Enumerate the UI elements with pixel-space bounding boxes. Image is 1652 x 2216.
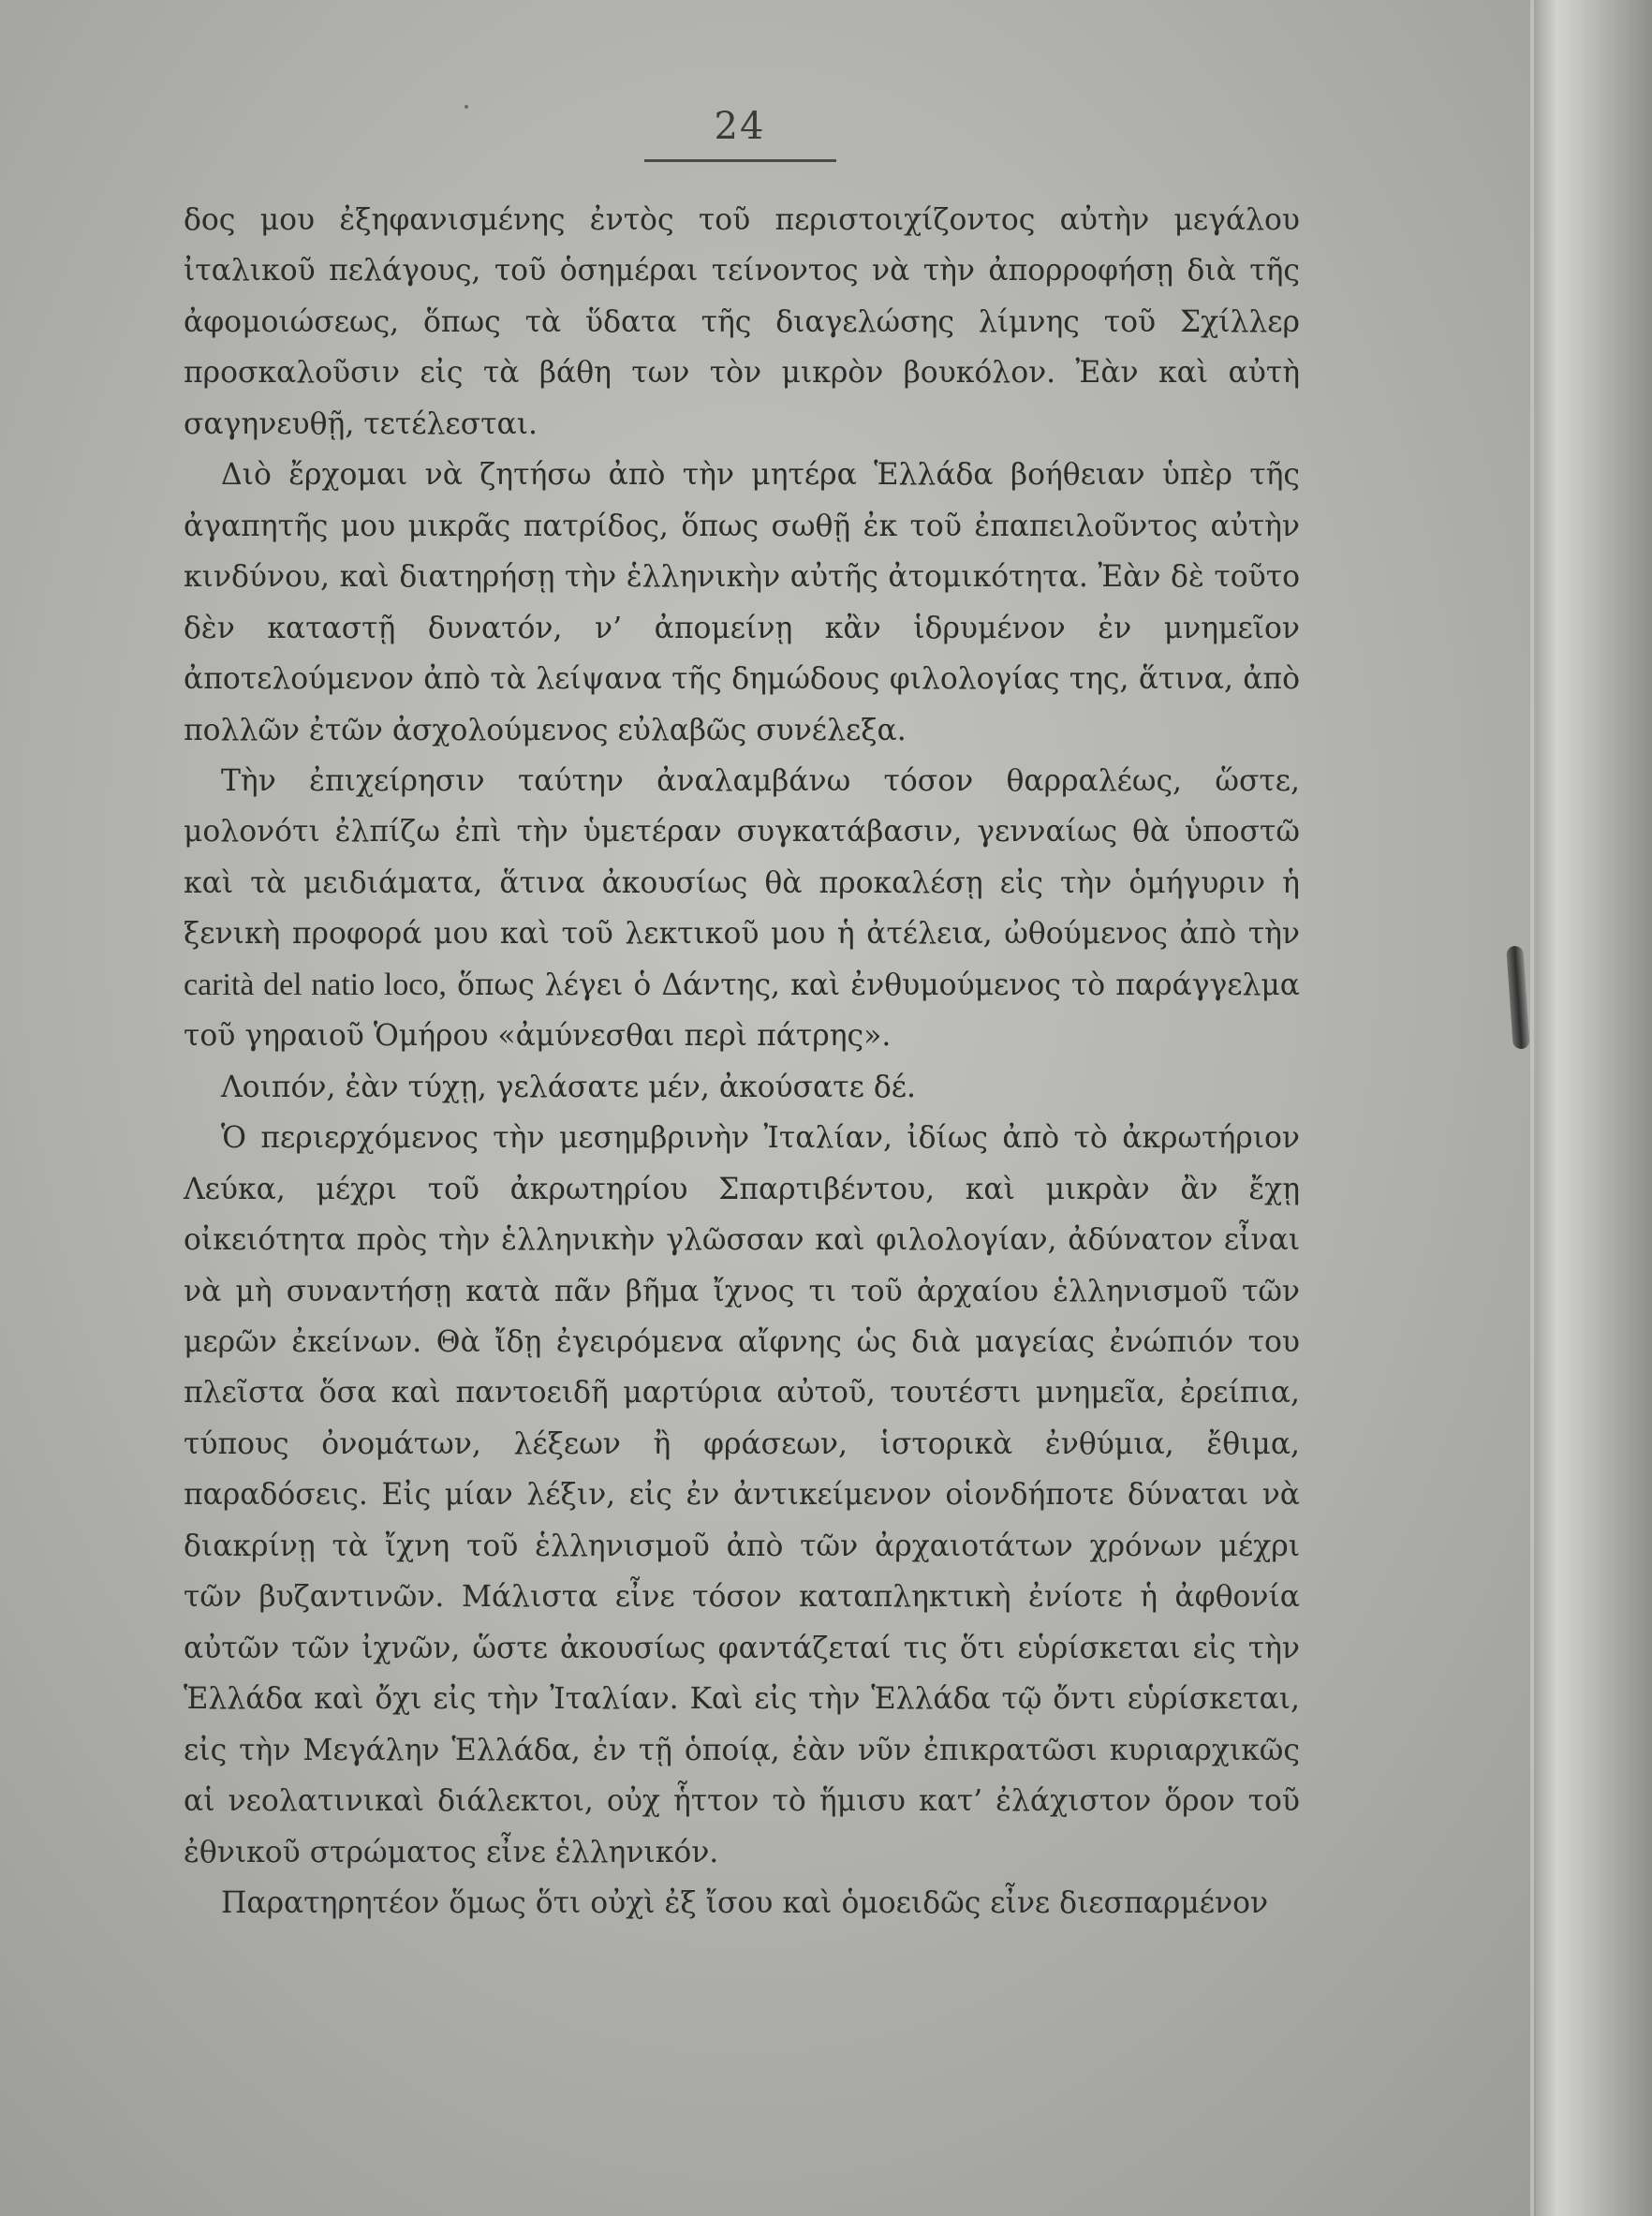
paragraph-3-start: Τὴν ἐπιχείρησιν ταύτην ἀναλαμβάνω τόσον θαρραλέως, ὥστε, μολονότι ἐλπίζω ἐπὶ τὴν ὑμετέραν συγκατάβασιν, γενναίως θὰ ὑποστῶ καὶ τὰ μειδιάματα, ἅτινα ἀκουσίως θὰ προκαλέσῃ εἰς τὴν ὁμήγυριν ἡ ξενικὴ προφορά μου καὶ τοῦ λεκτικοῦ μου ἡ ἀτέλεια, ὠθούμενος ἀπὸ τὴν bbox=[184, 763, 1300, 952]
header-rule bbox=[644, 159, 836, 162]
paragraph-1: δος μου ἐξηφανισμένης ἐντὸς τοῦ περιστοιχίζοντος αὐτὴν μεγάλου ἰταλικοῦ πελάγους, τοῦ ὁσημέραι τείνοντος νὰ τὴν ἀπορροφήσῃ διὰ τῆς ἀφομοιώσεως, ὅπως τὰ ὕδατα τῆς διαγελώσης λίμνης τοῦ Σχίλλερ προσκαλοῦσιν εἰς τὰ βάθη των τὸν μικρὸν βουκόλον. Ἐὰν καὶ αὐτὴ σαγηνευθῇ, τετέλεσται. bbox=[184, 203, 1300, 441]
binding-gutter bbox=[1536, 0, 1652, 2216]
paragraph-6: Παρατηρητέον ὅμως ὅτι οὐχὶ ἐξ ἴσου καὶ ὁμοειδῶς εἶνε διεσπαρμένον bbox=[221, 1885, 1269, 1920]
page-number: 24 bbox=[714, 105, 766, 148]
paragraph-3-end: ὅπως λέγει ὁ Δάντης, καὶ ἐνθυμούμενος τὸ παράγγελμα τοῦ γηραιοῦ Ὁμήρου «ἀμύνεσθαι περὶ πάτρης». bbox=[184, 968, 1301, 1054]
paragraph-5: Ὁ περιερχόμενος τὴν μεσημβρινὴν Ἰταλίαν, ἰδίως ἀπὸ τὸ ἀκρωτήριον Λεύκα, μέχρι τοῦ ἀκρωτηρίου Σπαρτιβέντου, καὶ μικρὰν ἂν ἔχῃ οἰκειότητα πρὸς τὴν ἑλληνικὴν γλῶσσαν καὶ φιλολογίαν, ἀδύνατον εἶναι νὰ μὴ συναντήσῃ κατὰ πᾶν βῆμα ἴχνος τι τοῦ ἀρχαίου ἑλληνισμοῦ τῶν μερῶν ἐκείνων. Θὰ ἴδῃ ἐγειρόμενα αἴφνης ὡς διὰ μαγείας ἐνώπιόν του πλεῖστα ὅσα καὶ παντοειδῆ μαρτύρια αὐτοῦ, τουτέστι μνημεῖα, ἐρείπια, τύπους ὀνομάτων, λέξεων ἢ φράσεων, ἱστορικὰ ἐνθύμια, ἔθιμα, παραδόσεις. Εἰς μίαν λέξιν, εἰς ἐν ἀντικείμενον οἱονδήποτε δύναται νὰ διακρίνῃ τὰ ἴχνη τοῦ ἑλληνισμοῦ ἀπὸ τῶν ἀρχαιοτάτων χρόνων μέχρι τῶν βυζαντινῶν. Μάλιστα εἶνε τόσον καταπληκτικὴ ἐνίοτε ἡ ἀφθονία αὐτῶν τῶν ἰχνῶν, ὥστε ἀκουσίως φαντάζεταί τις ὅτι εὑρίσκεται εἰς τὴν Ἑλλάδα καὶ ὄχι εἰς τὴν Ἰταλίαν. Καὶ εἰς τὴν Ἑλλάδα τῷ ὄντι εὑρίσκεται, εἰς τὴν Μεγάλην Ἑλλάδα, ἐν τῇ ὁποίᾳ, ἐὰν νῦν ἐπικρατῶσι κυριαρχικῶς αἱ νεολατινικαὶ διάλεκτοι, οὐχ ἧττον τὸ ἥμισυ κατ’ ἐλάχιστον ὅρον τοῦ ἐθνικοῦ στρώματος εἶνε ἑλληνικόν. bbox=[184, 1121, 1300, 1869]
paragraph-3 bbox=[184, 756, 1300, 1062]
page-edge bbox=[1530, 0, 1534, 2216]
paragraph-2: Διὸ ἔρχομαι νὰ ζητήσω ἀπὸ τὴν μητέρα Ἑλλάδα βοήθειαν ὑπὲρ τῆς ἀγαπητῆς μου μικρᾶς πατρίδος, ὅπως σωθῇ ἐκ τοῦ ἐπαπειλοῦντος αὐτὴν κινδύνου, καὶ διατηρήσῃ τὴν ἑλληνικὴν αὐτῆς ἀτομικότητα. Ἐὰν δὲ τοῦτο δὲν καταστῇ δυνατόν, ν’ ἀπομείνῃ κἂν ἱδρυμένον ἐν μνημεῖον ἀποτελούμενον ἀπὸ τὰ λείψανα τῆς δημώδους φιλολογίας της, ἅτινα, ἀπὸ πολλῶν ἐτῶν ἀσχολούμενος εὐλαβῶς συνέλεξα. bbox=[184, 458, 1300, 747]
paragraph-4: Λοιπόν, ἐὰν τύχῃ, γελάσατε μέν, ἀκούσατε δέ. bbox=[221, 1070, 917, 1104]
italian-quote: carità del natio loco, bbox=[184, 967, 447, 1002]
body-text bbox=[184, 195, 1300, 1928]
